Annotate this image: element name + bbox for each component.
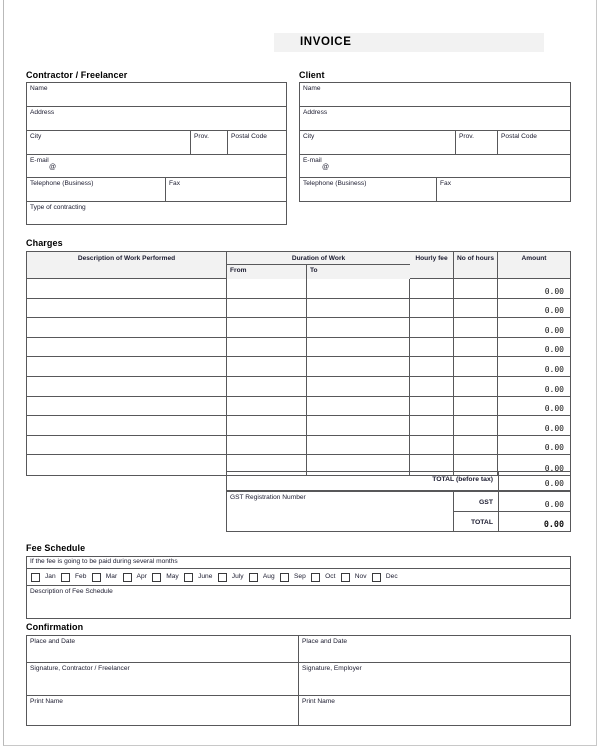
charges-row bbox=[27, 338, 570, 358]
client-email-row bbox=[300, 155, 570, 178]
charges-cell-no-of-hours[interactable] bbox=[454, 416, 498, 436]
contractor-name-label: Name bbox=[30, 85, 48, 92]
charges-amount-value: 0.00 bbox=[544, 463, 564, 473]
total-value-cell bbox=[499, 511, 571, 532]
confirmation-heading: Confirmation bbox=[26, 622, 84, 632]
checkbox-icon[interactable] bbox=[152, 573, 161, 582]
charges-col-from: From bbox=[227, 265, 307, 279]
month-label: Mar bbox=[105, 573, 118, 580]
charges-cell-to[interactable] bbox=[307, 357, 410, 377]
charges-amount-value: 0.00 bbox=[544, 286, 564, 296]
month-label: Apr bbox=[136, 573, 147, 580]
charges-cell-no-of-hours[interactable] bbox=[454, 338, 498, 358]
month-label: Oct bbox=[325, 573, 336, 580]
charges-col-duration: Duration of Work bbox=[227, 252, 410, 265]
signature-contractor-field[interactable] bbox=[27, 663, 299, 695]
client-address-row bbox=[300, 107, 570, 131]
charges-amount-value: 0.00 bbox=[544, 306, 564, 316]
confirmation-table bbox=[26, 635, 571, 726]
client-details-table bbox=[299, 82, 571, 202]
charges-cell-from[interactable] bbox=[227, 416, 307, 436]
charges-cell-from[interactable] bbox=[227, 397, 307, 417]
signature-contractor-label: Signature, Contractor / Freelancer bbox=[30, 665, 130, 672]
page-title: INVOICE bbox=[300, 36, 352, 48]
charges-amount-value: 0.00 bbox=[544, 404, 564, 414]
client-name-row bbox=[300, 83, 570, 107]
charges-cell-hourly-fee[interactable] bbox=[410, 299, 454, 319]
at-symbol-icon: @ bbox=[322, 164, 330, 171]
charges-col-no-of-hours: No of hours bbox=[454, 252, 498, 279]
charges-cell-hourly-fee[interactable] bbox=[410, 397, 454, 417]
charges-cell-no-of-hours[interactable] bbox=[454, 318, 498, 338]
month-checkbox-item[interactable] bbox=[372, 573, 398, 582]
month-label: May bbox=[166, 573, 179, 580]
charges-amount-value: 0.00 bbox=[544, 345, 564, 355]
charges-col-to: To bbox=[307, 265, 410, 279]
place-date-employer-label: Place and Date bbox=[302, 638, 348, 645]
charges-row bbox=[27, 416, 570, 436]
total-before-tax-value: 0.00 bbox=[544, 479, 564, 488]
charges-cell-amount[interactable] bbox=[498, 279, 570, 299]
contractor-address-row bbox=[27, 107, 286, 131]
checkbox-icon[interactable] bbox=[184, 573, 193, 582]
charges-cell-description[interactable] bbox=[27, 279, 227, 299]
fee-schedule-description-label: Description of Fee Schedule bbox=[30, 588, 113, 595]
signature-employer-label: Signature, Employer bbox=[302, 665, 362, 672]
total-label: TOTAL bbox=[454, 511, 499, 532]
checkbox-icon[interactable] bbox=[123, 573, 132, 582]
checkbox-icon[interactable] bbox=[31, 573, 40, 582]
confirmation-signature-row bbox=[27, 663, 570, 696]
client-email-field[interactable] bbox=[300, 155, 570, 177]
charges-cell-hourly-fee[interactable] bbox=[410, 279, 454, 299]
contractor-prov-field[interactable] bbox=[191, 131, 228, 154]
charges-col-duration-group bbox=[227, 252, 410, 279]
charges-cell-description[interactable] bbox=[27, 377, 227, 397]
month-label: Nov bbox=[354, 573, 367, 580]
contractor-email-field[interactable] bbox=[27, 155, 286, 177]
fee-schedule-heading: Fee Schedule bbox=[26, 543, 86, 553]
at-symbol-icon: @ bbox=[49, 164, 57, 171]
month-checkbox-item[interactable] bbox=[280, 573, 306, 582]
contractor-name-field[interactable] bbox=[27, 83, 286, 106]
contractor-type-field[interactable] bbox=[27, 202, 286, 224]
client-prov-label: Prov. bbox=[459, 133, 474, 140]
charges-cell-description[interactable] bbox=[27, 436, 227, 456]
client-telephone-label: Telephone (Business) bbox=[303, 180, 367, 187]
fee-schedule-description-field[interactable] bbox=[27, 586, 570, 618]
total-value: 0.00 bbox=[543, 519, 564, 529]
print-name-contractor-field[interactable] bbox=[27, 696, 299, 725]
month-checkbox-item[interactable] bbox=[123, 573, 147, 582]
fee-schedule-description-row bbox=[27, 586, 570, 618]
checkbox-icon[interactable] bbox=[61, 573, 70, 582]
month-checkbox-item[interactable] bbox=[341, 573, 367, 582]
contractor-city-field[interactable] bbox=[27, 131, 191, 154]
contractor-city-row bbox=[27, 131, 286, 155]
charges-row bbox=[27, 299, 570, 319]
charges-amount-value: 0.00 bbox=[544, 443, 564, 453]
charges-cell-to[interactable] bbox=[307, 318, 410, 338]
contractor-telephone-label: Telephone (Business) bbox=[30, 180, 94, 187]
charges-table bbox=[26, 251, 571, 476]
charges-cell-to[interactable] bbox=[307, 299, 410, 319]
charges-cell-amount[interactable] bbox=[498, 436, 570, 456]
charges-cell-to[interactable] bbox=[307, 279, 410, 299]
month-checkbox-item[interactable] bbox=[218, 573, 244, 582]
client-city-label: City bbox=[303, 133, 315, 140]
month-checkbox-item[interactable] bbox=[249, 573, 275, 582]
client-name-field[interactable] bbox=[300, 83, 570, 106]
charges-cell-no-of-hours[interactable] bbox=[454, 357, 498, 377]
total-before-tax-row bbox=[226, 471, 571, 491]
charges-cell-from[interactable] bbox=[227, 357, 307, 377]
charges-row bbox=[27, 279, 570, 299]
charges-cell-hourly-fee[interactable] bbox=[410, 338, 454, 358]
month-checkbox-item[interactable] bbox=[92, 573, 117, 582]
checkbox-icon[interactable] bbox=[341, 573, 350, 582]
gst-value: 0.00 bbox=[544, 500, 564, 509]
contractor-address-field[interactable] bbox=[27, 107, 286, 130]
charges-cell-description[interactable] bbox=[27, 455, 227, 475]
charges-cell-description[interactable] bbox=[27, 357, 227, 377]
invoice-page bbox=[3, 0, 597, 746]
month-label: Aug bbox=[262, 573, 275, 580]
charges-cell-description[interactable] bbox=[27, 338, 227, 358]
charges-cell-amount[interactable] bbox=[498, 397, 570, 417]
charges-header-row bbox=[27, 252, 570, 279]
charges-amount-value: 0.00 bbox=[544, 325, 564, 335]
charges-row-group bbox=[27, 279, 570, 475]
client-prov-field[interactable] bbox=[456, 131, 498, 154]
charges-cell-amount[interactable] bbox=[498, 377, 570, 397]
month-label: Dec bbox=[385, 573, 398, 580]
month-label: June bbox=[198, 573, 213, 580]
contractor-type-row bbox=[27, 202, 286, 224]
contractor-fax-label: Fax bbox=[169, 180, 180, 187]
charges-col-amount: Amount bbox=[498, 252, 570, 279]
charges-amount-value: 0.00 bbox=[544, 384, 564, 394]
charges-cell-hourly-fee[interactable] bbox=[410, 318, 454, 338]
contractor-postal-field[interactable] bbox=[228, 131, 286, 154]
fee-schedule-table bbox=[26, 556, 571, 619]
checkbox-icon[interactable] bbox=[92, 573, 101, 582]
checkbox-icon[interactable] bbox=[249, 573, 258, 582]
contractor-type-label: Type of contracting bbox=[30, 204, 86, 211]
charges-cell-from[interactable] bbox=[227, 338, 307, 358]
checkbox-icon[interactable] bbox=[372, 573, 381, 582]
charges-row bbox=[27, 377, 570, 397]
charges-cell-no-of-hours[interactable] bbox=[454, 377, 498, 397]
charges-cell-no-of-hours[interactable] bbox=[454, 436, 498, 456]
gst-value-cell bbox=[499, 491, 571, 512]
print-name-contractor-label: Print Name bbox=[30, 698, 63, 705]
month-checkbox-item[interactable] bbox=[61, 573, 86, 582]
charges-row bbox=[27, 318, 570, 338]
charges-section-heading: Charges bbox=[26, 238, 63, 248]
charges-row bbox=[27, 357, 570, 377]
contractor-fax-field[interactable] bbox=[166, 178, 286, 201]
total-row bbox=[454, 511, 571, 532]
charges-cell-description[interactable] bbox=[27, 318, 227, 338]
client-postal-field[interactable] bbox=[498, 131, 570, 154]
charges-cell-description[interactable] bbox=[27, 299, 227, 319]
client-section-heading: Client bbox=[299, 70, 325, 80]
charges-amount-value: 0.00 bbox=[544, 364, 564, 374]
client-name-label: Name bbox=[303, 85, 321, 92]
client-fax-field[interactable] bbox=[437, 178, 570, 201]
charges-cell-to[interactable] bbox=[307, 338, 410, 358]
contractor-details-table bbox=[26, 82, 287, 225]
confirmation-place-date-row bbox=[27, 636, 570, 663]
total-before-tax-value-cell bbox=[499, 471, 571, 491]
client-phone-row bbox=[300, 178, 570, 201]
charges-cell-amount[interactable] bbox=[498, 416, 570, 436]
charges-cell-hourly-fee[interactable] bbox=[410, 416, 454, 436]
fee-schedule-note-row bbox=[27, 557, 570, 569]
fee-schedule-note: If the fee is going to be paid during several months bbox=[30, 558, 178, 565]
charges-cell-hourly-fee[interactable] bbox=[410, 436, 454, 456]
month-label: Sep bbox=[294, 573, 306, 580]
print-name-employer-field[interactable] bbox=[299, 696, 570, 725]
gst-block bbox=[226, 491, 571, 532]
month-checkbox-item[interactable] bbox=[184, 573, 212, 582]
charges-cell-from[interactable] bbox=[227, 318, 307, 338]
charges-cell-to[interactable] bbox=[307, 397, 410, 417]
checkbox-icon[interactable] bbox=[311, 573, 320, 582]
month-label: July bbox=[231, 573, 244, 580]
print-name-employer-label: Print Name bbox=[302, 698, 335, 705]
contractor-email-label: E-mail bbox=[30, 157, 49, 164]
charges-amount-value: 0.00 bbox=[544, 423, 564, 433]
charges-cell-to[interactable] bbox=[307, 416, 410, 436]
contractor-telephone-field[interactable] bbox=[27, 178, 166, 201]
total-before-tax-label: TOTAL (before tax) bbox=[226, 471, 499, 491]
month-label: Jan bbox=[45, 573, 56, 580]
charges-cell-hourly-fee[interactable] bbox=[410, 357, 454, 377]
client-address-field[interactable] bbox=[300, 107, 570, 130]
month-checkbox-group bbox=[27, 569, 570, 585]
charges-cell-amount[interactable] bbox=[498, 299, 570, 319]
gst-label: GST bbox=[454, 491, 499, 512]
month-label: Feb bbox=[75, 573, 87, 580]
contractor-email-row bbox=[27, 155, 286, 178]
charges-cell-no-of-hours[interactable] bbox=[454, 299, 498, 319]
charges-row bbox=[27, 397, 570, 417]
charges-cell-amount[interactable] bbox=[498, 318, 570, 338]
client-email-label: E-mail bbox=[303, 157, 322, 164]
signature-employer-field[interactable] bbox=[299, 663, 570, 695]
contractor-phone-row bbox=[27, 178, 286, 202]
charges-cell-description[interactable] bbox=[27, 397, 227, 417]
gst-row bbox=[454, 491, 571, 512]
month-checkbox-item[interactable] bbox=[31, 573, 56, 582]
charges-row bbox=[27, 436, 570, 456]
charges-cell-amount[interactable] bbox=[498, 338, 570, 358]
charges-cell-no-of-hours[interactable] bbox=[454, 279, 498, 299]
place-date-employer-field[interactable] bbox=[299, 636, 570, 662]
charges-cell-from[interactable] bbox=[227, 436, 307, 456]
checkbox-icon[interactable] bbox=[218, 573, 227, 582]
client-telephone-field[interactable] bbox=[300, 178, 437, 201]
month-checkbox-item[interactable] bbox=[152, 573, 178, 582]
client-postal-label: Postal Code bbox=[501, 133, 537, 140]
place-date-contractor-field[interactable] bbox=[27, 636, 299, 662]
contractor-prov-label: Prov. bbox=[194, 133, 209, 140]
checkbox-icon[interactable] bbox=[280, 573, 289, 582]
charges-cell-to[interactable] bbox=[307, 377, 410, 397]
gst-registration-label: GST Registration Number bbox=[230, 494, 306, 501]
contractor-name-row bbox=[27, 83, 286, 107]
client-address-label: Address bbox=[303, 109, 328, 116]
charges-cell-from[interactable] bbox=[227, 377, 307, 397]
confirmation-print-name-row bbox=[27, 696, 570, 725]
gst-registration-field[interactable] bbox=[226, 491, 454, 532]
client-city-row bbox=[300, 131, 570, 155]
charges-totals bbox=[226, 471, 571, 532]
charges-cell-no-of-hours[interactable] bbox=[454, 397, 498, 417]
contractor-city-label: City bbox=[30, 133, 42, 140]
place-date-contractor-label: Place and Date bbox=[30, 638, 76, 645]
contractor-section-heading: Contractor / Freelancer bbox=[26, 70, 128, 80]
fee-schedule-months-row bbox=[27, 569, 570, 586]
charges-cell-from[interactable] bbox=[227, 279, 307, 299]
month-checkbox-item[interactable] bbox=[311, 573, 335, 582]
charges-cell-amount[interactable] bbox=[498, 357, 570, 377]
charges-cell-from[interactable] bbox=[227, 299, 307, 319]
charges-cell-to[interactable] bbox=[307, 436, 410, 456]
charges-cell-description[interactable] bbox=[27, 416, 227, 436]
client-fax-label: Fax bbox=[440, 180, 451, 187]
contractor-address-label: Address bbox=[30, 109, 55, 116]
contractor-postal-label: Postal Code bbox=[231, 133, 267, 140]
charges-col-hourly-fee: Hourly fee bbox=[410, 252, 454, 279]
invoice-title-banner bbox=[274, 33, 544, 52]
charges-cell-hourly-fee[interactable] bbox=[410, 377, 454, 397]
charges-col-description: Description of Work Performed bbox=[27, 252, 227, 279]
client-city-field[interactable] bbox=[300, 131, 456, 154]
